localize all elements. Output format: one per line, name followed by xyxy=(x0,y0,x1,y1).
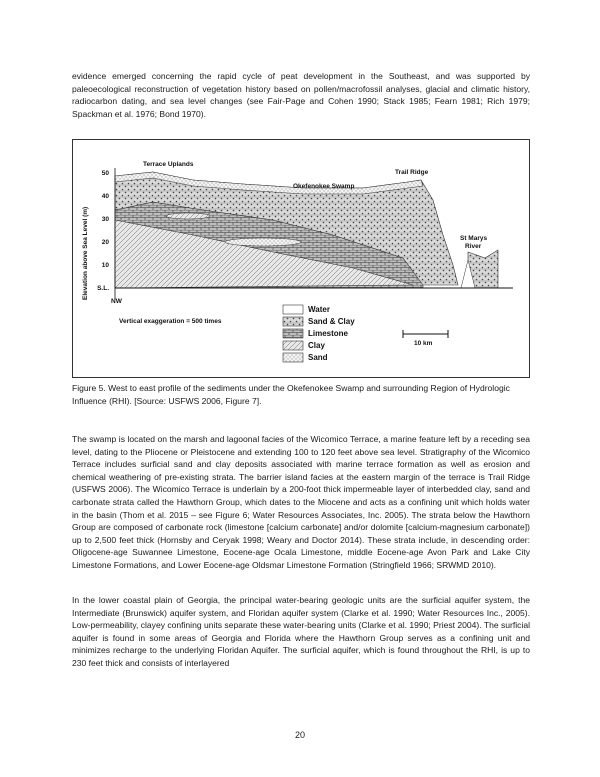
legend-label-water: Water xyxy=(308,305,330,314)
vertical-exaggeration-note: Vertical exaggeration = 500 times xyxy=(119,318,222,325)
direction-label-nw: NW xyxy=(111,298,122,305)
intro-paragraph: evidence emerged concerning the rapid cycle of peat development in the Southeast, and was supported by paleoecological reconstruction of vegetation history based on pollen/macrofossil analyses, glacial and climatic history, radiocarbon dating, and sea level changes (see Fair-Page and Cohen 1990; Stack 1985; Fearn 1981; Rich 1979; Spackman et al. 1976; Bond 1970). xyxy=(72,71,530,119)
cross-section-diagram xyxy=(73,140,529,377)
legend-label-sand-clay: Sand & Clay xyxy=(308,317,355,326)
sand-lens xyxy=(225,238,301,246)
y-tick-30: 30 xyxy=(101,216,109,223)
legend-swatch-water xyxy=(283,305,303,314)
scale-bar xyxy=(403,330,448,347)
label-river: River xyxy=(465,243,482,250)
page-number: 20 xyxy=(294,730,305,740)
figure-5-profile xyxy=(72,139,530,378)
y-tick-10: 10 xyxy=(101,262,109,269)
y-tick-40: 40 xyxy=(101,193,109,200)
y-axis-label: Elevation above Sea Level (m) xyxy=(82,206,89,300)
y-tick-50: 50 xyxy=(101,170,109,177)
aquifer-paragraph: In the lower coastal plain of Georgia, the principal water-bearing geologic units are the surficial aquifer system, the Intermediate (Brunswick) aquifer system, and Floridan aquifer system (Clarke et al. 1990; Water Resources Inc., 2005). Low-permeability, clayey confining units separate these water-bearing units (Clarke et al. 1990; Priest 2004). The surficial aquifer is found in some areas of Georgia and Florida where the Hawthorn Group serves as a confining unit and minimizes recharge to the underlying Floridan Aquifer. The surficial aquifer, which is found throughout the RHI, is up to 230 feet thick and consists of interlayered xyxy=(72,595,530,668)
y-tick-sl: S.L. xyxy=(97,285,109,292)
legend-swatch-sand-clay xyxy=(283,317,303,326)
legend-label-clay: Clay xyxy=(308,341,325,350)
scale-bar-label: 10 km xyxy=(414,340,433,347)
legend-swatch-limestone xyxy=(283,329,303,338)
y-tick-20: 20 xyxy=(101,239,109,246)
legend-label-sand: Sand xyxy=(308,353,328,362)
label-st-marys: St Marys xyxy=(460,235,488,242)
label-terrace-uplands: Terrace Uplands xyxy=(143,161,194,168)
legend xyxy=(283,305,355,362)
legend-swatch-sand xyxy=(283,353,303,362)
wicomico-paragraph: The swamp is located on the marsh and lagoonal facies of the Wicomico Terrace, a marine feature left by a receding sea level, dating to the Pliocene or Pleistocene and extending 100 to 120 feet above sea level. Stratigraphy of the Wicomico Terrace includes surficial sand and clay deposits associated with marine terrace formation as well as erosion and chemical weathering of pre-existing strata. The barrier island facies at the eastern margin of the terrace is Trail Ridge (USFWS 2006). The Wicomico Terrace is underlain by a 200-foot thick impermeable layer of interbedded clay, sand and carbonate strata called the Hawthorn Group, which dates to the Miocene and acts as a confining unit which holds water in the basin (Thom et al. 2015 – see Figure 6; Water Resources Associates, Inc. 2005). The strata below the Hawthorn Group are composed of carbonate rock (limestone [calcium carbonate] and/or dolomite [calcium-magnesium carbonate]) up to 2,500 feet thick (Hornsby and Ceryak 1998; Weary and Doctor 2014). These strata include, in descending order: Oligocene-age Suwannee Limestone, Eocene-age Ocala Limestone, middle Eocene-age Avon Park and Lake City Limestone Formations, and Lower Eocene-age Oldsmar Limestone Formation (Stringfield 1966; SRWMD 2010). xyxy=(72,434,530,570)
label-trail-ridge: Trail Ridge xyxy=(395,169,429,176)
legend-swatch-clay xyxy=(283,341,303,350)
clay-lens xyxy=(166,213,210,219)
legend-label-limestone: Limestone xyxy=(308,329,349,338)
label-okefenokee-swamp: Okefenokee Swamp xyxy=(293,183,355,190)
figure-caption: Figure 5. West to east profile of the sediments under the Okefenokee Swamp and surrounding Region of Hydrologic Influence (RHI). [Source: USFWS 2006, Figure 7]. xyxy=(72,383,510,406)
